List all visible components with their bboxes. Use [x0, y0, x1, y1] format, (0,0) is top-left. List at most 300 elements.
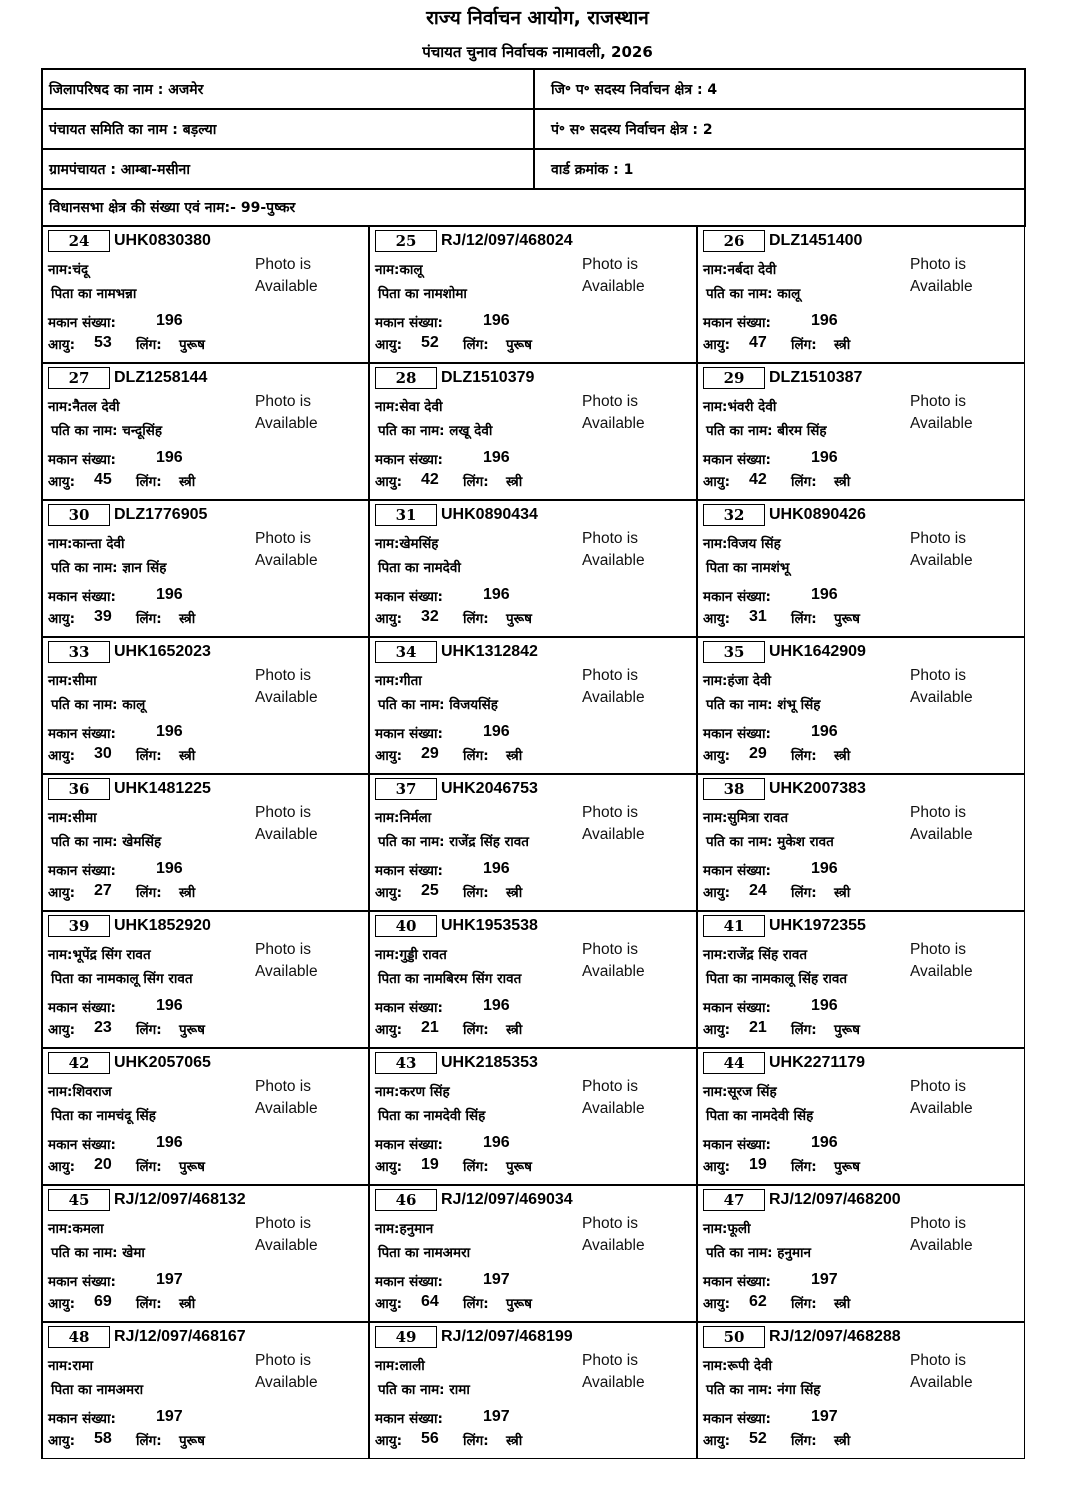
voter-name: चंदू — [72, 262, 89, 278]
house-number: 196 — [811, 312, 838, 329]
sex-label: लिंग: — [136, 1022, 162, 1038]
age-sex-row — [375, 471, 523, 490]
voter-card — [41, 226, 369, 363]
serial-number: 36 — [48, 778, 110, 800]
photo-line-1: Photo is — [582, 1078, 639, 1095]
house-number: 196 — [483, 997, 510, 1014]
relation-name: पिता का नामचंदू सिंह — [51, 1108, 156, 1124]
photo-line-1: Photo is — [582, 530, 639, 547]
voter-name: नर्बदा देवी — [727, 262, 777, 278]
epic-number: RJ/12/097/468200 — [769, 1191, 901, 1208]
photo-placeholder — [255, 802, 318, 846]
photo-line-2: Available — [582, 689, 645, 706]
sex-label: लिंग: — [791, 1433, 817, 1449]
age-label: आयु: — [48, 1159, 76, 1175]
voter-name-row — [703, 945, 807, 963]
sex-label: लिंग: — [463, 1159, 489, 1175]
sex-label: लिंग: — [791, 885, 817, 901]
voter-age: 27 — [94, 882, 112, 899]
voter-name-row — [703, 397, 776, 415]
house-row — [375, 1134, 510, 1153]
epic-number: UHK2271179 — [769, 1054, 866, 1071]
voter-sex: पुरूष — [834, 611, 860, 627]
epic-number: UHK1481225 — [114, 780, 211, 797]
voter-sex: स्त्री — [834, 1296, 851, 1312]
house-number: 196 — [156, 723, 183, 740]
age-label: आयु: — [375, 1433, 403, 1449]
epic-number: RJ/12/097/468132 — [114, 1191, 246, 1208]
name-label: नाम: — [375, 262, 400, 278]
sex-label: लिंग: — [791, 1159, 817, 1175]
photo-line-2: Available — [910, 689, 973, 706]
voter-sex: स्त्री — [506, 748, 523, 764]
voter-age: 23 — [94, 1019, 112, 1036]
house-row — [48, 860, 183, 879]
age-sex-row — [48, 608, 196, 627]
photo-line-2: Available — [255, 552, 318, 569]
house-number: 197 — [156, 1271, 183, 1288]
voter-age: 42 — [749, 471, 767, 488]
house-row — [375, 1271, 510, 1290]
age-sex-row — [48, 882, 196, 901]
photo-line-1: Photo is — [910, 941, 967, 958]
voter-sex: पुरूष — [506, 611, 532, 627]
photo-line-2: Available — [582, 415, 645, 432]
serial-number: 25 — [375, 230, 437, 252]
page-subtitle: पंचायत चुनाव निर्वाचक नामावली, 2026 — [422, 43, 653, 61]
photo-line-1: Photo is — [255, 256, 312, 273]
voter-age: 21 — [749, 1019, 767, 1036]
header-row-panchayat-samiti — [43, 110, 1024, 150]
epic-number: UHK0890426 — [769, 506, 866, 523]
name-label: नाम: — [703, 1358, 728, 1374]
voter-card — [369, 226, 697, 363]
voter-name-row — [48, 808, 97, 826]
house-label: मकान संख्या: — [703, 1274, 771, 1290]
voter-sex: स्त्री — [834, 885, 851, 901]
serial-number: 44 — [703, 1052, 765, 1074]
photo-line-2: Available — [255, 278, 318, 295]
voter-name: सूरज सिंह — [727, 1084, 777, 1100]
photo-line-2: Available — [910, 963, 973, 980]
voter-sex: स्त्री — [834, 1433, 851, 1449]
photo-line-1: Photo is — [910, 1215, 967, 1232]
house-row — [375, 449, 510, 468]
voter-name: भूपेंद्र सिंग रावत — [72, 947, 151, 963]
voter-age: 20 — [94, 1156, 112, 1173]
voter-age: 30 — [94, 745, 112, 762]
photo-line-2: Available — [910, 415, 973, 432]
house-row — [48, 1271, 183, 1290]
epic-number: RJ/12/097/468024 — [441, 232, 573, 249]
house-number: 196 — [483, 1134, 510, 1151]
age-label: आयु: — [375, 885, 403, 901]
voter-age: 62 — [749, 1293, 767, 1310]
photo-line-2: Available — [582, 552, 645, 569]
age-sex-row — [375, 745, 523, 764]
sex-label: लिंग: — [791, 337, 817, 353]
age-sex-row — [375, 334, 532, 353]
age-label: आयु: — [48, 611, 76, 627]
serial-number: 40 — [375, 915, 437, 937]
house-number: 196 — [156, 586, 183, 603]
voter-sex: स्त्री — [179, 474, 196, 490]
voter-name-row — [703, 534, 781, 552]
voter-age: 19 — [749, 1156, 767, 1173]
voter-name-row — [48, 534, 125, 552]
house-row — [48, 1408, 183, 1427]
house-row — [48, 312, 183, 331]
age-label: आयु: — [703, 1159, 731, 1175]
name-label: नाम: — [703, 1221, 728, 1237]
house-label: मकान संख्या: — [48, 452, 116, 468]
house-number: 197 — [811, 1408, 838, 1425]
age-label: आयु: — [703, 1022, 731, 1038]
voter-age: 19 — [421, 1156, 439, 1173]
house-label: मकान संख्या: — [703, 1000, 771, 1016]
assembly-constituency: विधानसभा क्षेत्र की संख्या एवं नाम:- 99-पुष्कर — [49, 200, 296, 216]
house-number: 197 — [811, 1271, 838, 1288]
voter-name-row — [48, 1219, 104, 1237]
voter-age: 24 — [749, 882, 767, 899]
relation-name: पिता का नामदेवी सिंह — [706, 1108, 814, 1124]
house-label: मकान संख्या: — [703, 1411, 771, 1427]
photo-placeholder — [910, 665, 973, 709]
name-label: नाम: — [375, 1358, 400, 1374]
voter-sex: पुरूष — [834, 1159, 860, 1175]
voter-card — [369, 1185, 697, 1322]
age-label: आयु: — [48, 748, 76, 764]
voter-card — [697, 500, 1025, 637]
house-number: 196 — [811, 860, 838, 877]
sex-label: लिंग: — [463, 1296, 489, 1312]
voter-card — [697, 1048, 1025, 1185]
voter-age: 25 — [421, 882, 439, 899]
voter-name: सुमित्रा रावत — [727, 810, 789, 826]
name-label: नाम: — [375, 673, 400, 689]
age-label: आयु: — [48, 1022, 76, 1038]
voter-age: 47 — [749, 334, 767, 351]
photo-placeholder — [910, 1076, 973, 1120]
voter-card — [697, 363, 1025, 500]
photo-placeholder — [255, 391, 318, 435]
house-row — [703, 1134, 838, 1153]
sex-label: लिंग: — [463, 337, 489, 353]
voter-name: सीमा — [72, 673, 97, 689]
age-sex-row — [375, 1019, 523, 1038]
serial-number: 38 — [703, 778, 765, 800]
name-label: नाम: — [375, 399, 400, 415]
voter-age: 32 — [421, 608, 439, 625]
age-sex-row — [48, 1156, 205, 1175]
relation-name: पिता का नामकालू सिंग रावत — [51, 971, 193, 987]
voter-name-row — [48, 1356, 93, 1374]
epic-number: UHK2185353 — [441, 1054, 538, 1071]
relation-name: पति का नाम: नंगा सिंह — [706, 1382, 821, 1398]
voter-sex: स्त्री — [179, 748, 196, 764]
age-label: आयु: — [375, 474, 403, 490]
house-number: 196 — [811, 1134, 838, 1151]
photo-placeholder — [255, 665, 318, 709]
voter-sex: पुरूष — [834, 1022, 860, 1038]
header-row-gram-panchayat — [43, 150, 1024, 190]
voter-sex: पुरूष — [506, 1159, 532, 1175]
relation-name: पति का नाम: खेमसिंह — [51, 834, 162, 850]
photo-line-2: Available — [255, 1237, 318, 1254]
house-number: 196 — [811, 723, 838, 740]
voter-card — [369, 911, 697, 1048]
photo-placeholder — [582, 254, 645, 298]
epic-number: DLZ1776905 — [114, 506, 208, 523]
age-label: आयु: — [48, 474, 76, 490]
serial-number: 42 — [48, 1052, 110, 1074]
name-label: नाम: — [703, 673, 728, 689]
name-label: नाम: — [48, 673, 73, 689]
voter-sex: स्त्री — [179, 611, 196, 627]
house-number: 196 — [483, 860, 510, 877]
voter-name: करण सिंह — [399, 1084, 450, 1100]
sex-label: लिंग: — [463, 611, 489, 627]
house-number: 196 — [156, 860, 183, 877]
voter-name: हनुमान — [399, 1221, 434, 1237]
photo-placeholder — [582, 1350, 645, 1394]
relation-name: पति का नाम: रामा — [378, 1382, 470, 1398]
voter-sex: स्त्री — [506, 1433, 523, 1449]
name-label: नाम: — [48, 1084, 73, 1100]
relation-name: पति का नाम: चन्दूसिंह — [51, 423, 162, 439]
name-label: नाम: — [375, 947, 400, 963]
relation-name: पिता का नामकालू सिंह रावत — [706, 971, 848, 987]
voter-card — [697, 637, 1025, 774]
name-label: नाम: — [375, 1084, 400, 1100]
voter-name-row — [703, 1356, 772, 1374]
voter-age: 52 — [749, 1430, 767, 1447]
voter-name: भंवरी देवी — [727, 399, 777, 415]
house-label: मकान संख्या: — [703, 726, 771, 742]
voter-age: 58 — [94, 1430, 112, 1447]
voter-sex: पुरूष — [179, 1022, 205, 1038]
epic-number: UHK1972355 — [769, 917, 866, 934]
house-label: मकान संख्या: — [375, 315, 443, 331]
serial-number: 45 — [48, 1189, 110, 1211]
epic-number: UHK1652023 — [114, 643, 211, 660]
voter-card — [369, 774, 697, 911]
photo-line-2: Available — [255, 963, 318, 980]
serial-number: 24 — [48, 230, 110, 252]
name-label: नाम: — [48, 947, 73, 963]
age-label: आयु: — [375, 1296, 403, 1312]
sex-label: लिंग: — [463, 748, 489, 764]
voter-name-row — [703, 671, 771, 689]
house-number: 196 — [811, 997, 838, 1014]
voter-age: 31 — [749, 608, 767, 625]
voter-name: फूली — [727, 1221, 751, 1237]
voter-cards-grid — [41, 226, 1027, 1459]
house-number: 196 — [811, 449, 838, 466]
voter-name-row — [375, 397, 442, 415]
sex-label: लिंग: — [463, 474, 489, 490]
name-label: नाम: — [48, 810, 73, 826]
voter-name-row — [375, 260, 423, 278]
house-label: मकान संख्या: — [375, 863, 443, 879]
voter-sex: पुरूष — [506, 337, 532, 353]
age-sex-row — [703, 1293, 851, 1312]
photo-line-1: Photo is — [910, 667, 967, 684]
age-sex-row — [703, 1156, 860, 1175]
house-number: 197 — [483, 1408, 510, 1425]
serial-number: 46 — [375, 1189, 437, 1211]
photo-line-2: Available — [582, 278, 645, 295]
voter-name-row — [375, 1082, 450, 1100]
voter-age: 29 — [749, 745, 767, 762]
photo-placeholder — [582, 391, 645, 435]
relation-name: पति का नाम: विजयसिंह — [378, 697, 498, 713]
name-label: नाम: — [375, 1221, 400, 1237]
house-row — [703, 860, 838, 879]
photo-placeholder — [255, 939, 318, 983]
photo-line-2: Available — [255, 1374, 318, 1391]
house-row — [375, 586, 510, 605]
voter-card — [41, 1048, 369, 1185]
age-sex-row — [375, 1293, 532, 1312]
voter-sex: पुरूष — [179, 1159, 205, 1175]
serial-number: 27 — [48, 367, 110, 389]
voter-card — [697, 226, 1025, 363]
epic-number: UHK1312842 — [441, 643, 538, 660]
voter-card — [41, 363, 369, 500]
epic-number: UHK2057065 — [114, 1054, 211, 1071]
photo-line-1: Photo is — [910, 804, 967, 821]
photo-placeholder — [255, 1350, 318, 1394]
age-sex-row — [703, 1430, 851, 1449]
serial-number: 28 — [375, 367, 437, 389]
photo-line-1: Photo is — [582, 667, 639, 684]
house-row — [703, 723, 838, 742]
photo-line-2: Available — [910, 1237, 973, 1254]
house-number: 196 — [483, 449, 510, 466]
voter-name: खेमसिंह — [399, 536, 439, 552]
epic-number: UHK1642909 — [769, 643, 866, 660]
serial-number: 31 — [375, 504, 437, 526]
house-label: मकान संख्या: — [48, 1137, 116, 1153]
voter-name: गीता — [399, 673, 422, 689]
photo-line-1: Photo is — [255, 941, 312, 958]
photo-placeholder — [910, 1350, 973, 1394]
house-row — [703, 312, 838, 331]
age-sex-row — [48, 1293, 196, 1312]
voter-name-row — [375, 808, 431, 826]
voter-age: 53 — [94, 334, 112, 351]
zp-constituency: जि॰ प॰ सदस्य निर्वाचन क्षेत्र : 4 — [533, 70, 1024, 108]
epic-number: RJ/12/097/469034 — [441, 1191, 573, 1208]
voter-card — [41, 500, 369, 637]
ward-number: वार्ड क्रमांक : 1 — [533, 150, 1024, 188]
house-row — [375, 1408, 510, 1427]
serial-number: 43 — [375, 1052, 437, 1074]
serial-number: 35 — [703, 641, 765, 663]
epic-number: UHK0890434 — [441, 506, 538, 523]
voter-name: कान्ता देवी — [72, 536, 125, 552]
epic-number: DLZ1510379 — [441, 369, 535, 386]
voter-age: 21 — [421, 1019, 439, 1036]
voter-name: हंजा देवी — [727, 673, 772, 689]
photo-placeholder — [255, 1213, 318, 1257]
age-sex-row — [48, 334, 205, 353]
voter-name: रामा — [72, 1358, 94, 1374]
house-row — [703, 1408, 838, 1427]
photo-line-2: Available — [910, 278, 973, 295]
sex-label: लिंग: — [136, 1296, 162, 1312]
relation-name: पिता का नामअमरा — [51, 1382, 144, 1398]
voter-name: विजय सिंह — [727, 536, 781, 552]
sex-label: लिंग: — [791, 748, 817, 764]
photo-placeholder — [910, 1213, 973, 1257]
photo-line-1: Photo is — [582, 256, 639, 273]
sex-label: लिंग: — [136, 885, 162, 901]
photo-line-1: Photo is — [910, 393, 967, 410]
voter-sex: स्त्री — [834, 748, 851, 764]
voter-card — [41, 911, 369, 1048]
age-label: आयु: — [703, 337, 731, 353]
serial-number: 39 — [48, 915, 110, 937]
epic-number: DLZ1510387 — [769, 369, 863, 386]
header-table — [41, 68, 1026, 227]
photo-line-2: Available — [582, 1237, 645, 1254]
voter-age: 56 — [421, 1430, 439, 1447]
sex-label: लिंग: — [791, 1022, 817, 1038]
sex-label: लिंग: — [463, 1022, 489, 1038]
house-label: मकान संख्या: — [375, 589, 443, 605]
voter-sex: स्त्री — [179, 885, 196, 901]
age-label: आयु: — [48, 337, 76, 353]
header-row-assembly — [43, 190, 1024, 225]
age-sex-row — [48, 1430, 205, 1449]
relation-name: पति का नाम: शंभू सिंह — [706, 697, 821, 713]
relation-name: पति का नाम: बीरम सिंह — [706, 423, 827, 439]
age-label: आयु: — [48, 1296, 76, 1312]
photo-line-2: Available — [582, 963, 645, 980]
photo-placeholder — [910, 802, 973, 846]
relation-name: पिता का नामभन्ना — [51, 286, 137, 302]
house-row — [375, 997, 510, 1016]
sex-label: लिंग: — [791, 1296, 817, 1312]
voter-name-row — [703, 808, 788, 826]
voter-card — [369, 1048, 697, 1185]
voter-name: निर्मला — [399, 810, 432, 826]
house-number: 196 — [483, 312, 510, 329]
house-label: मकान संख्या: — [375, 1000, 443, 1016]
relation-name: पिता का नामशोमा — [378, 286, 467, 302]
photo-line-2: Available — [910, 1374, 973, 1391]
voter-card — [369, 1322, 697, 1459]
voter-sex: स्त्री — [506, 474, 523, 490]
house-label: मकान संख्या: — [703, 589, 771, 605]
voter-name-row — [375, 1219, 433, 1237]
voter-name: लाली — [399, 1358, 425, 1374]
sex-label: लिंग: — [136, 1433, 162, 1449]
house-number: 196 — [156, 312, 183, 329]
photo-line-1: Photo is — [255, 1215, 312, 1232]
age-label: आयु: — [375, 1022, 403, 1038]
voter-sex: स्त्री — [834, 337, 851, 353]
house-row — [48, 586, 183, 605]
name-label: नाम: — [703, 1084, 728, 1100]
header-row-district — [43, 70, 1024, 110]
house-row — [375, 860, 510, 879]
voter-name-row — [703, 1219, 751, 1237]
voter-name-row — [48, 397, 120, 415]
photo-placeholder — [582, 802, 645, 846]
